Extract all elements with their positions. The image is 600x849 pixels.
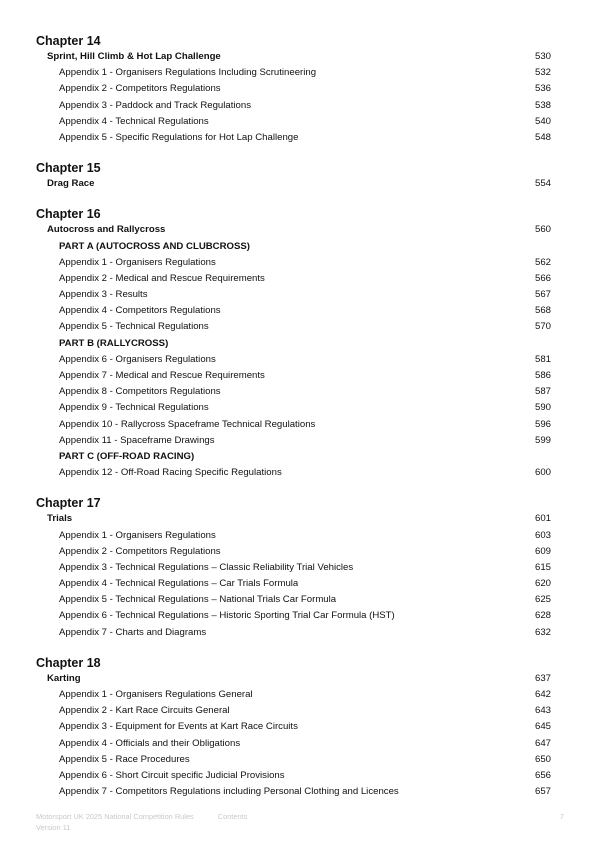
toc-entry-page-number: 548: [534, 131, 551, 143]
toc-appendix-entry[interactable]: [36, 130, 551, 146]
toc-entry-label: Appendix 4 - Officials and their Obligations: [59, 737, 241, 749]
toc-entry-page-number: 567: [534, 289, 551, 301]
toc-appendix-entry[interactable]: [36, 98, 551, 114]
toc-appendix-entry[interactable]: [36, 784, 551, 800]
toc-entry-page-number: 656: [534, 769, 551, 781]
toc-appendix-entry[interactable]: [36, 400, 551, 416]
toc-appendix-entry[interactable]: [36, 465, 551, 481]
toc-section-entry[interactable]: [36, 49, 551, 65]
chapter-spacer: [36, 641, 551, 655]
toc-section-entry[interactable]: [36, 176, 551, 192]
toc-entry-page-number: 637: [534, 672, 551, 684]
toc-entry-label: Appendix 11 - Spaceframe Drawings: [59, 434, 215, 446]
toc-part-heading[interactable]: [36, 449, 551, 465]
toc-entry-page-number: 532: [534, 67, 551, 79]
toc-entry-page-number: 620: [534, 578, 551, 590]
toc-entry-page-number: 643: [534, 705, 551, 717]
toc-appendix-entry[interactable]: [36, 271, 551, 287]
toc-entry-label: Drag Race: [47, 178, 95, 190]
toc-entry-page-number: 566: [534, 272, 551, 284]
toc-entry-label: Appendix 3 - Equipment for Events at Kart Race Circuits: [59, 721, 298, 733]
toc-entry-page-number: 632: [534, 626, 551, 638]
toc-entry-label: Appendix 10 - Rallycross Spaceframe Technical Regulations: [59, 418, 316, 430]
toc-entry-page-number: 581: [534, 353, 551, 365]
toc-entry-page-number: 536: [534, 83, 551, 95]
toc-entry-label: Appendix 5 - Technical Regulations: [59, 321, 209, 333]
toc-entry-page-number: 645: [534, 721, 551, 733]
toc-entry-page-number: 600: [534, 467, 551, 479]
toc-part-heading[interactable]: [36, 336, 551, 352]
toc-entry-page-number: 560: [534, 224, 551, 236]
toc-entry-label: Appendix 7 - Competitors Regulations including Personal Clothing and Licences: [59, 786, 399, 798]
toc-entry-page-number: 599: [534, 434, 551, 446]
toc-appendix-entry[interactable]: [36, 687, 551, 703]
toc-appendix-entry[interactable]: [36, 368, 551, 384]
toc-entry-page-number: 657: [534, 786, 551, 798]
toc-entry-label: Appendix 4 - Technical Regulations – Car Trials Formula: [59, 578, 299, 590]
toc-appendix-entry[interactable]: [36, 544, 551, 560]
toc-entry-label: Appendix 6 - Technical Regulations – Historic Sporting Trial Car Formula (HST): [59, 610, 395, 622]
toc-entry-page-number: 570: [534, 321, 551, 333]
toc-entry-label: Appendix 3 - Technical Regulations – Classic Reliability Trial Vehicles: [59, 561, 354, 573]
toc-entry-page-number: 625: [534, 594, 551, 606]
toc-appendix-entry[interactable]: [36, 592, 551, 608]
toc-entry-label: Appendix 7 - Medical and Rescue Requirements: [59, 370, 265, 381]
toc-section-entry[interactable]: [36, 671, 551, 687]
footer-version: Version 11: [36, 823, 71, 832]
toc-section-entry[interactable]: [36, 511, 551, 527]
toc-entry-label: Appendix 2 - Kart Race Circuits General: [59, 705, 230, 717]
toc-entry-label: Appendix 3 - Results: [59, 289, 148, 301]
toc-appendix-entry[interactable]: [36, 625, 551, 641]
toc-entry-label: Appendix 1 - Organisers Regulations: [59, 256, 216, 268]
toc-entry-page-number: 647: [534, 737, 551, 749]
toc-appendix-entry[interactable]: [36, 114, 551, 130]
toc-entry-label: Appendix 7 - Charts and Diagrams: [59, 626, 207, 638]
toc-entry-page-number: 596: [534, 418, 551, 430]
toc-appendix-entry[interactable]: [36, 576, 551, 592]
toc-entry-label: Appendix 2 - Competitors Regulations: [59, 545, 221, 557]
toc-entry-page-number: 538: [534, 99, 551, 111]
toc-part-heading[interactable]: [36, 239, 551, 255]
toc-entry-page-number: 586: [534, 370, 551, 381]
toc-entry-label: Sprint, Hill Climb & Hot Lap Challenge: [47, 51, 221, 62]
toc-entry-page-number: 615: [534, 561, 551, 573]
chapter-spacer: [36, 192, 551, 206]
toc-entry-page-number: 568: [534, 305, 551, 317]
toc-entry-label: Appendix 1 - Organisers Regulations: [59, 529, 216, 541]
toc-entry-label: PART A (AUTOCROSS AND CLUBCROSS): [59, 240, 250, 252]
toc-entry-page-number: 554: [534, 178, 551, 190]
toc-appendix-entry[interactable]: [36, 384, 551, 400]
toc-entry-label: Appendix 2 - Competitors Regulations: [59, 83, 221, 95]
toc-appendix-entry[interactable]: [36, 719, 551, 735]
toc-entry-label: Appendix 5 - Specific Regulations for Hot Lap Challenge: [59, 131, 299, 143]
toc-entry-label: Appendix 12 - Off-Road Racing Specific Regulations: [59, 467, 282, 479]
chapter-heading: Chapter 16: [36, 207, 101, 222]
chapter-heading: Chapter 15: [36, 161, 101, 176]
toc-appendix-entry[interactable]: [36, 352, 551, 368]
toc-appendix-entry[interactable]: [36, 65, 551, 81]
toc-entry-page-number: 609: [534, 545, 551, 557]
chapter-spacer: [36, 481, 551, 495]
toc-appendix-entry[interactable]: [36, 255, 551, 271]
toc-entry-label: Appendix 5 - Technical Regulations – National Trials Car Formula: [59, 594, 337, 606]
toc-entry-page-number: 603: [534, 529, 551, 541]
toc-entry-label: Appendix 1 - Organisers Regulations General: [59, 689, 253, 700]
chapter-heading: Chapter 17: [36, 496, 101, 511]
footer-doc-title: Motorsport UK 2025 National Competition Rules: [36, 812, 194, 821]
toc-entry-label: Appendix 5 - Race Procedures: [59, 753, 190, 765]
toc-entry-label: Appendix 1 - Organisers Regulations Including Scrutineering: [59, 67, 317, 79]
toc-appendix-entry[interactable]: [36, 736, 551, 752]
toc-appendix-entry[interactable]: [36, 303, 551, 319]
toc-entry-page-number: 530: [534, 51, 551, 62]
toc-entry-label: Appendix 9 - Technical Regulations: [59, 402, 209, 414]
table-of-contents: [36, 33, 551, 800]
toc-entry-page-number: 628: [534, 610, 551, 622]
toc-entry-page-number: 540: [534, 115, 551, 127]
toc-appendix-entry[interactable]: [36, 752, 551, 768]
toc-appendix-entry[interactable]: [36, 703, 551, 719]
toc-entry-label: Appendix 6 - Organisers Regulations: [59, 353, 216, 365]
toc-entry-label: Appendix 2 - Medical and Rescue Requirements: [59, 272, 265, 284]
toc-entry-label: PART B (RALLYCROSS): [59, 337, 169, 349]
toc-entry-label: Karting: [47, 672, 81, 684]
toc-appendix-entry[interactable]: [36, 528, 551, 544]
footer-section: Contents: [217, 812, 248, 821]
toc-appendix-entry[interactable]: [36, 560, 551, 576]
toc-entry-label: Appendix 3 - Paddock and Track Regulations: [59, 99, 251, 111]
chapter-spacer: [36, 146, 551, 160]
toc-appendix-entry[interactable]: [36, 287, 551, 303]
toc-section-entry[interactable]: [36, 222, 551, 238]
footer-page-number: 7: [559, 812, 564, 821]
toc-entry-label: Appendix 8 - Competitors Regulations: [59, 386, 221, 398]
toc-entry-label: Trials: [47, 513, 73, 525]
toc-entry-label: Appendix 6 - Short Circuit specific Judicial Provisions: [59, 769, 285, 781]
toc-entry-page-number: 601: [534, 513, 551, 525]
toc-entry-label: Autocross and Rallycross: [47, 224, 166, 236]
toc-appendix-entry[interactable]: [36, 768, 551, 784]
toc-appendix-entry[interactable]: [36, 433, 551, 449]
toc-entry-label: Appendix 4 - Competitors Regulations: [59, 305, 221, 317]
toc-appendix-entry[interactable]: [36, 417, 551, 433]
toc-appendix-entry[interactable]: [36, 319, 551, 335]
toc-entry-page-number: 590: [534, 402, 551, 414]
chapter-heading: Chapter 14: [36, 34, 101, 48]
toc-entry-label: PART C (OFF-ROAD RACING): [59, 450, 195, 462]
toc-entry-page-number: 587: [534, 386, 551, 398]
toc-entry-page-number: 562: [534, 256, 551, 268]
page-footer: [36, 811, 564, 833]
chapter-heading: Chapter 18: [36, 655, 101, 670]
toc-entry-page-number: 642: [534, 689, 551, 700]
toc-entry-page-number: 650: [534, 753, 551, 765]
toc-appendix-entry[interactable]: [36, 81, 551, 97]
toc-entry-label: Appendix 4 - Technical Regulations: [59, 115, 209, 127]
toc-appendix-entry[interactable]: [36, 608, 551, 624]
